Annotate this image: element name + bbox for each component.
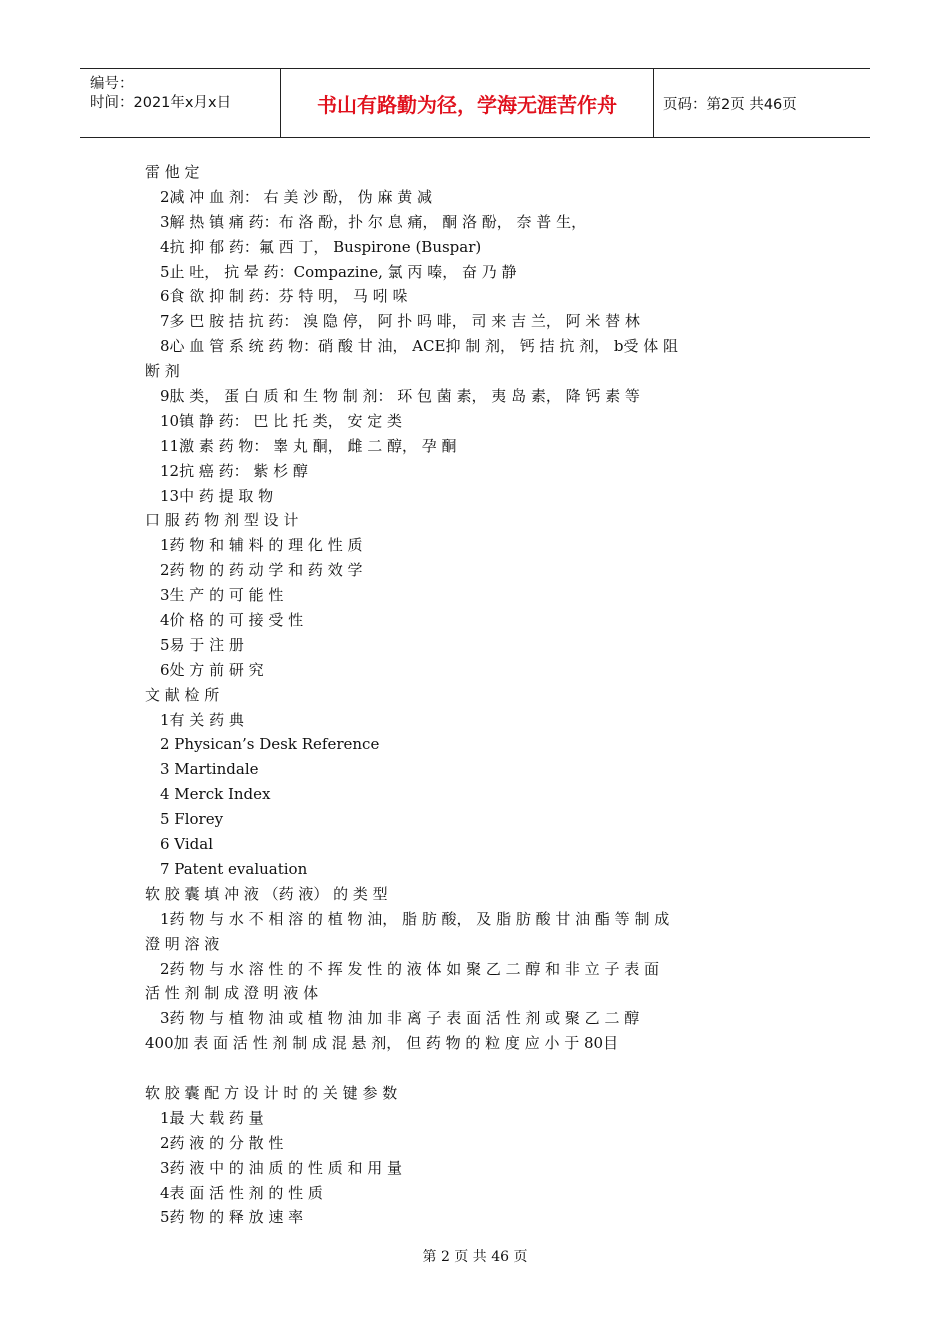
time-label: 时间：2021年x月x日 bbox=[90, 95, 232, 111]
list-item: 6处 方 前 研 究 bbox=[160, 660, 264, 679]
list-item: 8心 血 管 系 统 药 物：硝 酸 甘 油， ACE抑 制 剂， 钙 拮 抗 剂， b受 体 阻 bbox=[160, 337, 679, 356]
section-line: 澄 明 溶 液 bbox=[145, 934, 220, 953]
list-item: 5止 吐， 抗 晕 药：Compazine, 氯 丙 嗪， 奋 乃 静 bbox=[160, 262, 517, 281]
list-item: 2减 冲 血 剂： 右 美 沙 酚， 伪 麻 黄 减 bbox=[160, 187, 432, 206]
list-item: 9肽 类， 蛋 白 质 和 生 物 制 剂： 环 包 菌 素， 夷 岛 素， 降 钙 素 等 bbox=[160, 387, 640, 406]
list-item: 3药 液 中 的 油 质 的 性 质 和 用 量 bbox=[160, 1158, 402, 1177]
number-label: 编号： bbox=[90, 76, 134, 92]
section-line: 口 服 药 物 剂 型 设 计 bbox=[145, 511, 299, 530]
section-line: 雷 他 定 bbox=[145, 163, 200, 181]
list-item: 6食 欲 抑 制 药：芬 特 明， 马 吲 哚 bbox=[160, 287, 408, 306]
list-item: 5易 于 注 册 bbox=[160, 635, 244, 654]
list-item: 1药 物 与 水 不 相 溶 的 植 物 油， 脂 肪 酸， 及 脂 肪 酸 甘 油 酯 等 制 成 bbox=[160, 909, 670, 928]
section-line: 软 胶 囊 配 方 设 计 时 的 关 键 参 数 bbox=[145, 1083, 398, 1102]
header-motto: 书山有路勤为径，学海无涯苦作舟 bbox=[281, 69, 654, 137]
section-line: 活 性 剂 制 成 澄 明 液 体 bbox=[145, 984, 319, 1003]
list-item: 2 Physican’s Desk Reference bbox=[160, 735, 380, 754]
list-item: 2药 物 与 水 溶 性 的 不 挥 发 性 的 液 体 如 聚 乙 二 醇 和 非 立 子 表 面 bbox=[160, 959, 659, 978]
list-item: 11激 素 药 物： 睾 丸 酮， 雌 二 醇， 孕 酮 bbox=[160, 436, 457, 455]
list-item: 10镇 静 药： 巴 比 托 类， 安 定 类 bbox=[160, 411, 403, 430]
document-body bbox=[145, 160, 815, 1230]
page-header bbox=[80, 68, 870, 138]
list-item: 3 Martindale bbox=[160, 760, 259, 779]
header-meta-cell bbox=[80, 69, 281, 137]
list-item: 2药 液 的 分 散 性 bbox=[160, 1133, 284, 1152]
list-item: 3生 产 的 可 能 性 bbox=[160, 586, 284, 605]
list-item: 5药 物 的 释 放 速 率 bbox=[160, 1208, 304, 1227]
list-item: 1有 关 药 典 bbox=[160, 710, 244, 729]
list-item: 5 Florey bbox=[160, 810, 224, 829]
list-item: 3解 热 镇 痛 药：布 洛 酚，扑 尔 息 痛， 酮 洛 酚， 奈 普 生， bbox=[160, 212, 587, 231]
section-line bbox=[145, 1056, 815, 1081]
section-line: 断 剂 bbox=[145, 362, 180, 381]
list-item: 3药 物 与 植 物 油 或 植 物 油 加 非 离 子 表 面 活 性 剂 或 聚 乙 二 醇 bbox=[160, 1009, 640, 1028]
list-item: 1最 大 载 药 量 bbox=[160, 1108, 264, 1127]
list-item: 4表 面 活 性 剂 的 性 质 bbox=[160, 1183, 323, 1202]
list-item: 13中 药 提 取 物 bbox=[160, 486, 274, 505]
page-footer: 第 2 页 共 46 页 bbox=[422, 1249, 528, 1265]
section-line: 软 胶 囊 填 冲 液 （药 液） 的 类 型 bbox=[145, 884, 388, 903]
list-item: 4价 格 的 可 接 受 性 bbox=[160, 611, 304, 630]
list-item: 7多 巴 胺 拮 抗 药： 溴 隐 停， 阿 扑 吗 啡， 司 来 吉 兰， 阿 米 替 林 bbox=[160, 312, 640, 331]
section-line: 400加 表 面 活 性 剂 制 成 混 悬 剂， 但 药 物 的 粒 度 应 小 于 80目 bbox=[145, 1034, 619, 1053]
list-item: 2药 物 的 药 动 学 和 药 效 学 bbox=[160, 561, 363, 580]
list-item: 4抗 抑 郁 药：氟 西 丁， Buspirone (Buspar) bbox=[160, 237, 482, 256]
list-item: 7 Patent evaluation bbox=[160, 859, 308, 878]
header-page-info: 页码：第2页 共46页 bbox=[663, 96, 797, 113]
list-item: 12抗 癌 药： 紫 杉 醇 bbox=[160, 461, 308, 480]
section-line: 文 献 检 所 bbox=[145, 685, 220, 704]
list-item: 4 Merck Index bbox=[160, 785, 271, 804]
list-item: 1药 物 和 辅 料 的 理 化 性 质 bbox=[160, 536, 363, 555]
list-item: 6 Vidal bbox=[160, 835, 214, 854]
